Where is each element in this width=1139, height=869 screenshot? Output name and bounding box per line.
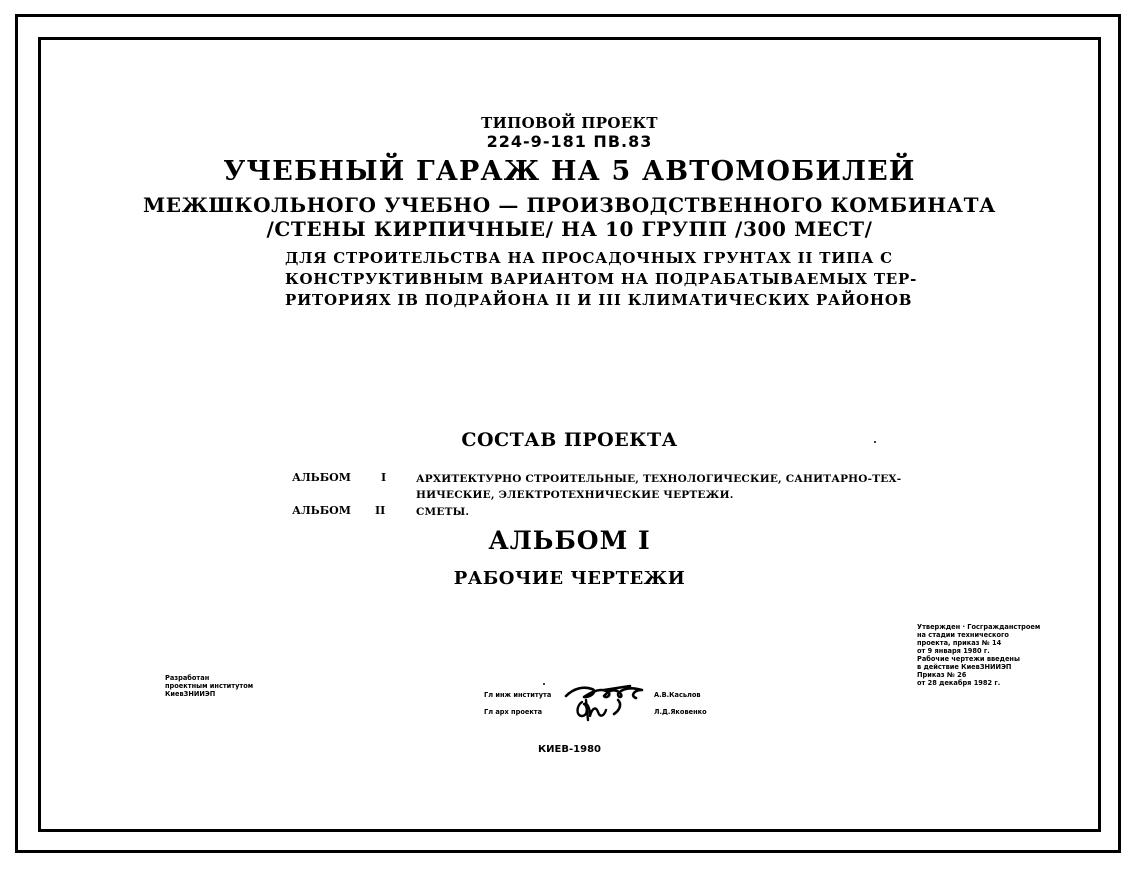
project-subtitle-1: МЕЖШКОЛЬНОГО УЧЕБНО — ПРОИЗВОДСТВЕННОГО КОМБИНАТА bbox=[142, 193, 996, 217]
album-2-number: II bbox=[375, 504, 386, 517]
developer-line-1: Разработан bbox=[165, 674, 210, 682]
signature-1-name: А.В.Касьлов bbox=[654, 691, 701, 699]
project-description-1: ДЛЯ СТРОИТЕЛЬСТВА НА ПРОСАДОЧНЫХ ГРУНТАХ II ТИПА С bbox=[285, 249, 893, 267]
album-title: АЛЬБОМ I bbox=[488, 526, 651, 555]
signature-2-handwriting bbox=[578, 700, 607, 720]
project-description-3: РИТОРИЯХ IВ ПОДРАЙОНА II И III КЛИМАТИЧЕСКИХ РАЙОНОВ bbox=[285, 291, 913, 309]
album-1-label: АЛЬБОМ bbox=[292, 471, 351, 484]
album-2-label: АЛЬБОМ bbox=[292, 504, 351, 517]
approval-line-8: от 28 декабря 1982 г. bbox=[917, 679, 1001, 687]
album-2-description: СМЕТЫ. bbox=[416, 506, 470, 518]
project-title: УЧЕБНЫЙ ГАРАЖ НА 5 АВТОМОБИЛЕЙ bbox=[223, 156, 916, 187]
project-type: ТИПОВОЙ ПРОЕКТ bbox=[481, 114, 658, 132]
handwritten-signatures bbox=[560, 672, 655, 724]
approval-line-2: на стадии технического bbox=[917, 631, 1009, 639]
project-subtitle-2: /СТЕНЫ КИРПИЧНЫЕ/ НА 10 ГРУПП /300 МЕСТ/ bbox=[266, 217, 873, 241]
approval-line-7: Приказ № 26 bbox=[917, 671, 967, 679]
composition-heading: СОСТАВ ПРОЕКТА bbox=[461, 429, 678, 451]
approval-line-1: Утвержден · Госгражданстроем bbox=[917, 623, 1041, 631]
approval-line-5: Рабочие чертежи введены bbox=[917, 655, 1020, 663]
developer-line-3: КиевЗНИИЭП bbox=[165, 690, 216, 698]
city-year: КИЕВ-1980 bbox=[538, 744, 601, 755]
approval-line-6: в действие КиевЗНИИЭП bbox=[917, 663, 1012, 671]
approval-line-3: проекта, приказ № 14 bbox=[917, 639, 1002, 647]
signature-1-role: Гл инж института bbox=[484, 691, 552, 699]
developer-line-2: проектным институтом bbox=[165, 682, 254, 690]
album-1-description-2: НИЧЕСКИЕ, ЭЛЕКТРОТЕХНИЧЕСКИЕ ЧЕРТЕЖИ. bbox=[416, 489, 734, 501]
approval-block bbox=[917, 623, 1040, 687]
album-1-number: I bbox=[381, 471, 387, 484]
signature-2-role: Гл арх проекта bbox=[484, 708, 543, 716]
album-1-description-1: АРХИТЕКТУРНО СТРОИТЕЛЬНЫЕ, ТЕХНОЛОГИЧЕСКИЕ, САНИТАРНО-ТЕХ- bbox=[416, 473, 902, 485]
approval-line-4: от 9 января 1980 г. bbox=[917, 647, 990, 655]
project-description-2: КОНСТРУКТИВНЫМ ВАРИАНТОМ НА ПОДРАБАТЫВАЕМЫХ ТЕР- bbox=[285, 270, 918, 288]
developer-block bbox=[165, 674, 253, 698]
stray-dot bbox=[874, 441, 876, 443]
stray-dot-2 bbox=[543, 683, 545, 685]
project-number: 224-9-181 ПВ.83 bbox=[486, 132, 653, 151]
album-subtitle: РАБОЧИЕ ЧЕРТЕЖИ bbox=[453, 568, 686, 589]
signature-2-name: Л.Д.Яковенко bbox=[654, 708, 707, 716]
